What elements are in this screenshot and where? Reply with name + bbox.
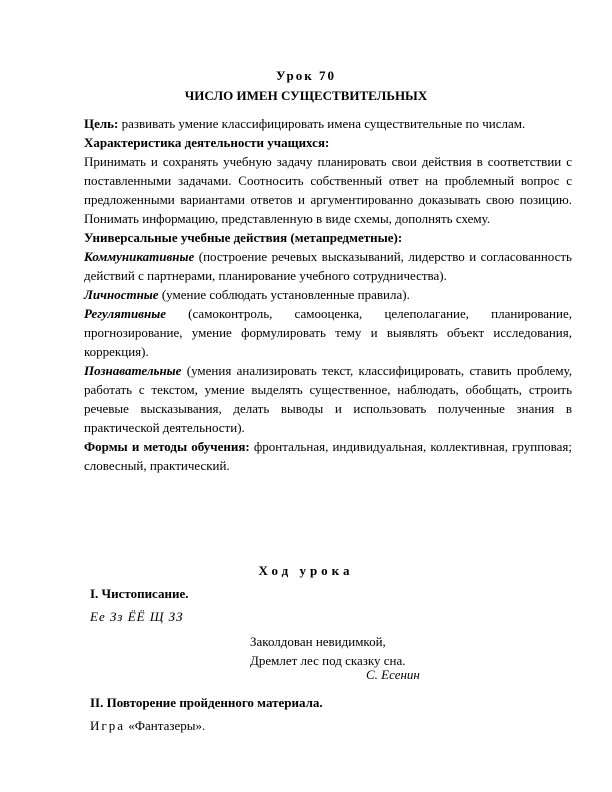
characteristic-text: Принимать и сохранять учебную задачу планировать свои действия в соответствии с поставленными задачами. Соотносить собственный ответ на проблемный вопрос с предложенными вариантами ответов и аргументированно доказывать свою позицию. Понимать информацию, представленную в виде схемы, дополнять схему. xyxy=(84,154,572,226)
uud-cognitive-text: (умения анализировать текст, классифицировать, ставить проблему, работать с текстом, умение выделять существенное, наблюдать, обобщать, строить речевые высказывания, делать выводы и использовать полученные знания в практической деятельности). xyxy=(84,363,572,435)
uud-personal-text: (умение соблюдать установленные правила). xyxy=(158,287,410,302)
goal-paragraph xyxy=(84,114,572,133)
characteristic-heading: Характеристика деятельности учащихся: xyxy=(84,135,330,150)
uud-heading: Универсальные учебные действия (метапредметные): xyxy=(84,230,403,245)
uud-personal xyxy=(84,285,572,304)
poem-line: Заколдован невидимкой, xyxy=(250,634,386,649)
game-name: «Фантазеры». xyxy=(125,718,206,733)
poem-line: Дремлет лес под сказку сна. xyxy=(250,653,406,668)
stage-calligraphy-heading: I. Чистописание. xyxy=(90,586,189,601)
goal-label: Цель: xyxy=(84,116,119,131)
uud-regulative xyxy=(84,304,572,361)
goal-text: развивать умение классифицировать имена существительные по числам. xyxy=(118,116,526,131)
uud-communicative-text: (построение речевых высказываний, лидерство и согласованность действий с партнерами, планирование учебного сотрудничества). xyxy=(84,249,572,283)
calligraphy-letters: Ее Зз ЁЁ Щ ЗЗ xyxy=(90,609,184,624)
uud-regulative-label: Регулятивные xyxy=(84,306,166,321)
methods-paragraph xyxy=(84,437,572,475)
uud-communicative xyxy=(84,247,572,285)
lesson-flow-heading: Ход урока xyxy=(258,563,354,578)
stage-review-heading: II. Повторение пройденного материала. xyxy=(90,695,323,710)
uud-regulative-text: (самоконтроль, самооценка, целеполагание, планирование, прогнозирование, умение формулировать тему и выявлять объект исследования, коррекция). xyxy=(84,306,572,359)
lesson-description xyxy=(84,114,572,475)
lesson-number: Урок 70 xyxy=(276,68,336,83)
uud-communicative-label: Коммуникативные xyxy=(84,249,195,264)
uud-personal-label: Личностные xyxy=(84,287,159,302)
methods-label: Формы и методы обучения: xyxy=(84,439,250,454)
methods-text: фронтальная, индивидуальная, коллективная, групповая; словесный, практический. xyxy=(84,439,572,473)
uud-cognitive xyxy=(84,361,572,437)
game-line xyxy=(90,716,205,735)
game-label: Игра xyxy=(90,718,125,733)
poem-author: С. Есенин xyxy=(366,667,420,682)
uud-cognitive-label: Познавательные xyxy=(84,363,182,378)
lesson-title: ЧИСЛО ИМЕН СУЩЕСТВИТЕЛЬНЫХ xyxy=(184,88,428,103)
